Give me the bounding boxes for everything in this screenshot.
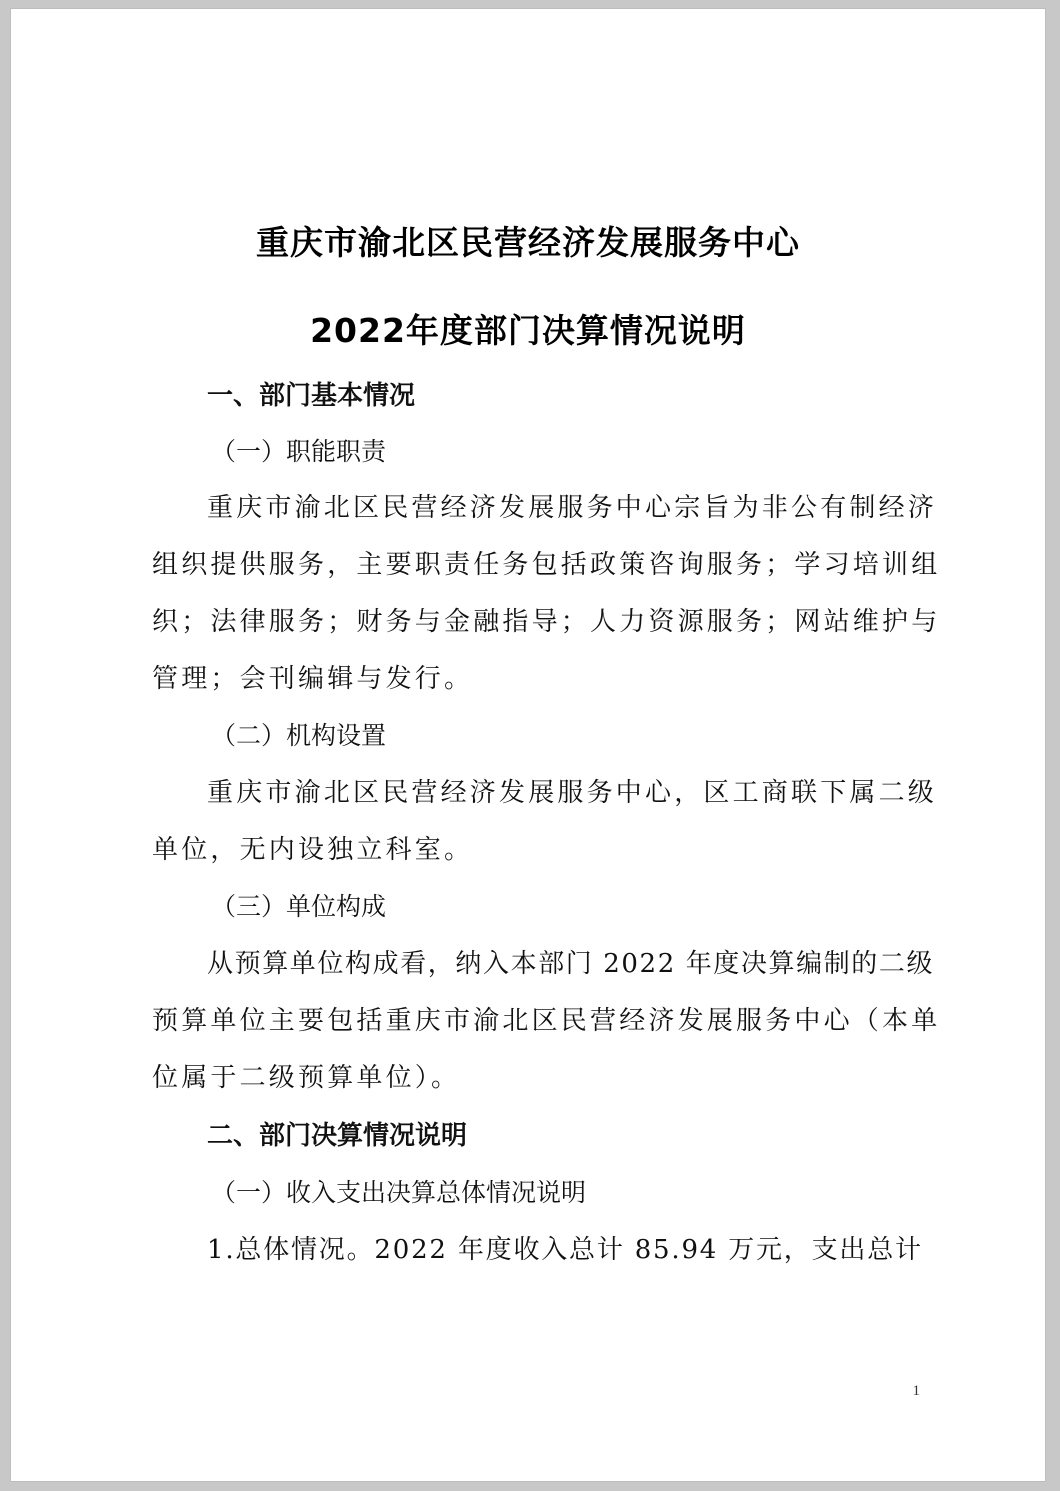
paragraph-duties-line-1: 重庆市渝北区民营经济发展服务中心宗旨为非公有制经济 — [207, 493, 938, 523]
paragraph-duties-line-2: 组织提供服务，主要职责任务包括政策咨询服务；学习培训组 — [152, 550, 941, 580]
section-heading-final-accounts: 二、部门决算情况说明 — [207, 1121, 468, 1151]
subsection-heading-income-expense: （一）收入支出决算总体情况说明 — [211, 1178, 587, 1207]
section-heading-basic-info: 一、部门基本情况 — [207, 381, 416, 411]
subsection-heading-composition: （三）单位构成 — [211, 892, 387, 921]
document-title-line-2: 2022年度部门决算情况说明 — [310, 311, 746, 350]
paragraph-organization-line-2: 单位，无内设独立科室。 — [152, 835, 474, 865]
paragraph-composition-line-2: 预算单位主要包括重庆市渝北区民营经济发展服务中心（本单 — [152, 1006, 941, 1036]
subsection-heading-organization: （二）机构设置 — [211, 721, 387, 750]
paragraph-composition-line-1: 从预算单位构成看，纳入本部门 2022 年度决算编制的二级 — [207, 949, 935, 979]
paragraph-duties-line-3: 织；法律服务；财务与金融指导；人力资源服务；网站维护与 — [152, 607, 941, 637]
paragraph-organization-line-1: 重庆市渝北区民营经济发展服务中心，区工商联下属二级 — [207, 778, 938, 808]
paragraph-composition-line-3: 位属于二级预算单位）。 — [152, 1063, 461, 1093]
document-title-line-1: 重庆市渝北区民营经济发展服务中心 — [256, 223, 800, 262]
subsection-heading-duties: （一）职能职责 — [211, 437, 387, 466]
paragraph-duties-line-4: 管理；会刊编辑与发行。 — [152, 664, 474, 694]
page-number: 1 — [912, 1383, 920, 1399]
document-page — [10, 8, 1046, 1482]
paragraph-income-expense-line-1: 1.总体情况。2022 年度收入总计 85.94 万元，支出总计 — [207, 1235, 923, 1265]
